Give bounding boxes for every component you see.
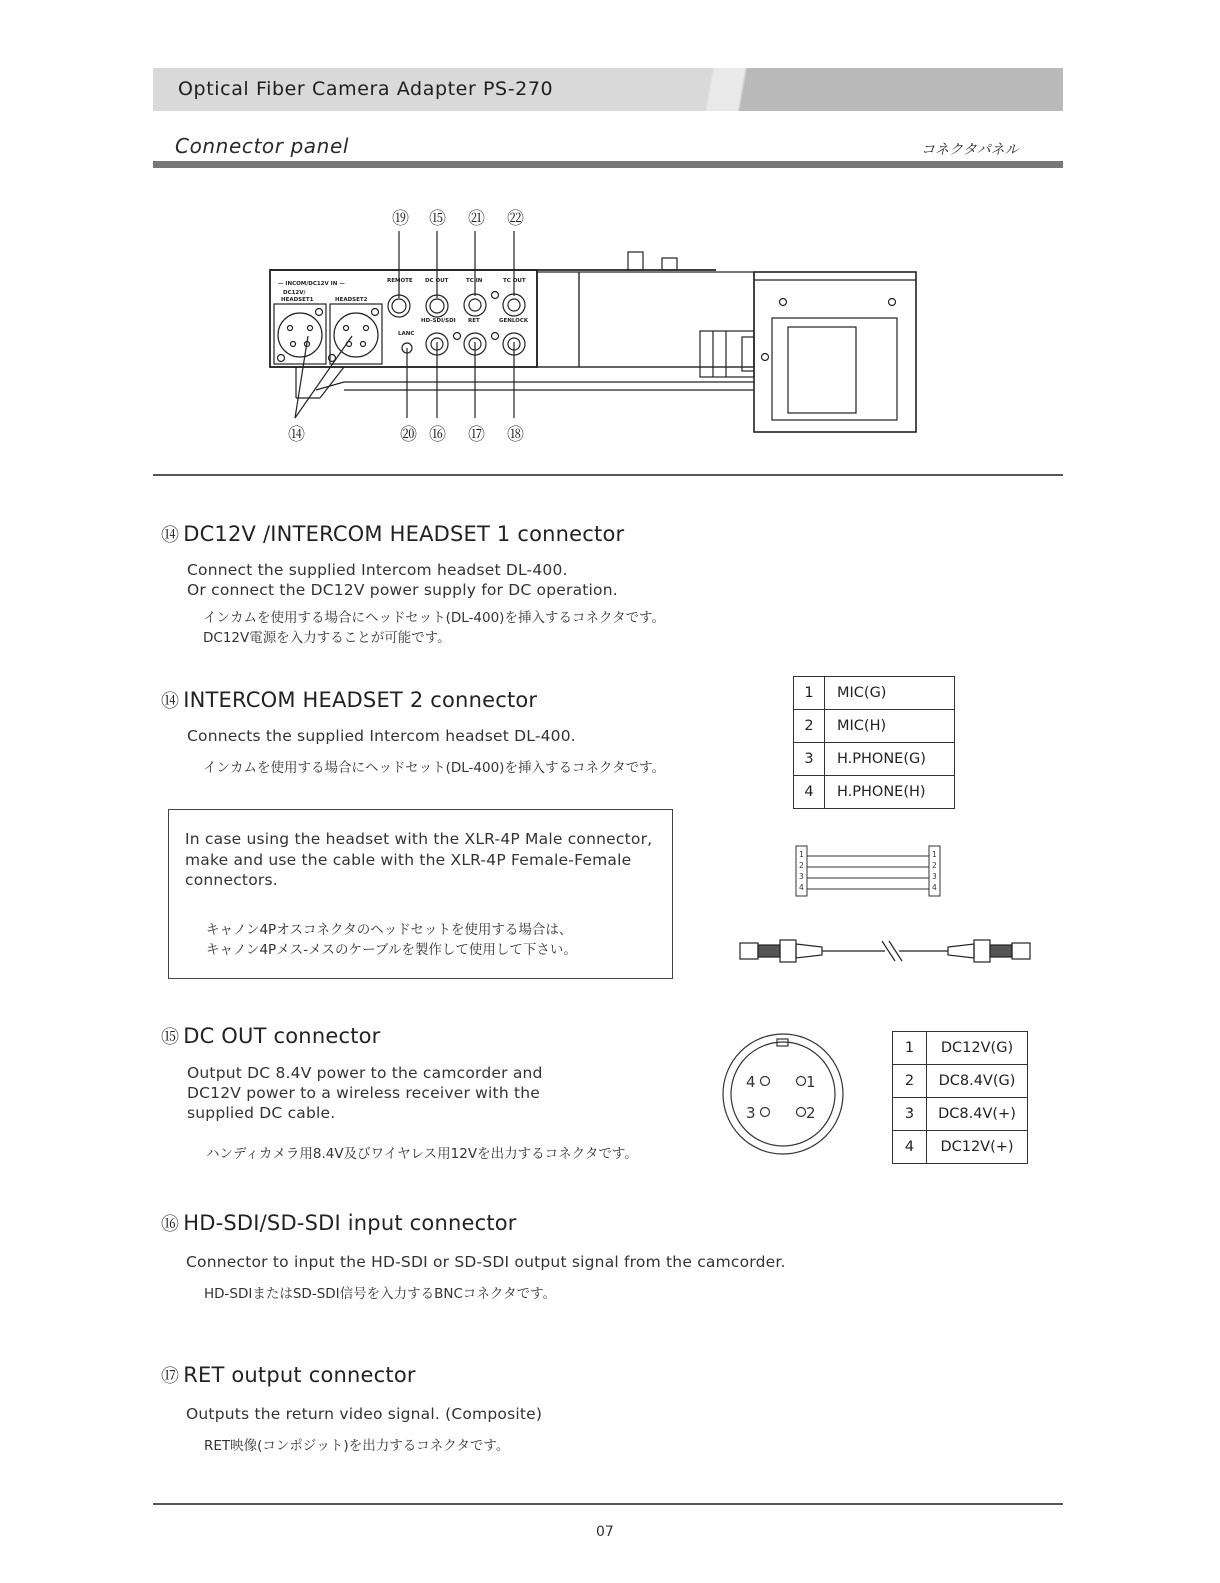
pin-signal: MIC(G)	[825, 677, 955, 710]
callout-20: ⑳	[400, 425, 417, 445]
pin-number: 3	[794, 743, 825, 776]
section-14a-text-1: Connect the supplied Intercom headset DL-400.	[187, 561, 568, 579]
section-17-heading	[161, 1362, 416, 1388]
dc-face-pin-1: 1	[806, 1073, 816, 1091]
label-hs1b: HEADSET1	[281, 297, 314, 303]
section-16-number: ⑯	[161, 1214, 180, 1235]
section-14b-title: INTERCOM HEADSET 2 connector	[183, 688, 538, 712]
label-hdsdi: HD-SDI/SDI	[421, 318, 456, 324]
pin-signal: DC12V(+)	[927, 1131, 1028, 1164]
label-ret: RET	[468, 318, 480, 324]
section-14b-jp-1: インカムを使用する場合にヘッドセット(DL-400)を挿入するコネクタです。	[203, 760, 666, 776]
wire-pin-right-3: 3	[932, 872, 937, 881]
dc-pin-table	[892, 1031, 1028, 1164]
pin-number: 1	[794, 677, 825, 710]
footer-rule	[153, 1503, 1063, 1505]
label-lanc: LANC	[398, 331, 415, 337]
table-row	[893, 1098, 1028, 1131]
dc-face-pin-2: 2	[806, 1104, 816, 1122]
pin-signal: H.PHONE(H)	[825, 776, 955, 809]
callout-18: ⑱	[507, 425, 524, 445]
table-row	[893, 1065, 1028, 1098]
table-row	[893, 1032, 1028, 1065]
section-16-title: HD-SDI/SD-SDI input connector	[183, 1211, 517, 1235]
section-17-title: RET output connector	[183, 1363, 416, 1387]
pin-signal: DC8.4V(G)	[927, 1065, 1028, 1098]
section-14a-jp-1: インカムを使用する場合にヘッドセット(DL-400)を挿入するコネクタです。	[203, 610, 666, 626]
callout-21: ㉑	[468, 209, 485, 229]
pin-number: 2	[794, 710, 825, 743]
section-15-text-1: Output DC 8.4V power to the camcorder and	[187, 1064, 543, 1082]
wire-pin-left-1: 1	[799, 850, 804, 859]
section-17-text-1: Outputs the return video signal. (Composite)	[186, 1405, 543, 1423]
section-title-jp: コネクタパネル	[921, 142, 1019, 158]
note-text-1: In case using the headset with the XLR-4P Male connector,	[185, 830, 653, 848]
wire-pin-right-2: 2	[932, 861, 937, 870]
label-remote: REMOTE	[387, 278, 413, 284]
label-tcin: TC IN	[466, 278, 483, 284]
note-jp-2: キャノン4Pメス-メスのケーブルを製作して使用して下さい。	[206, 942, 577, 958]
section-16-jp-1: HD-SDIまたはSD-SDI信号を入力するBNCコネクタです。	[204, 1286, 557, 1302]
table-row	[893, 1131, 1028, 1164]
callout-14-bottom: ⑭	[288, 425, 305, 445]
pin-number: 1	[893, 1032, 927, 1065]
label-hs2: HEADSET2	[335, 297, 368, 303]
label-tcout: TC OUT	[503, 278, 526, 284]
pin-number: 4	[794, 776, 825, 809]
pin-signal: MIC(H)	[825, 710, 955, 743]
callout-19: ⑲	[392, 209, 409, 229]
callout-17-bottom: ⑰	[468, 425, 485, 445]
label-dcout: DC OUT	[425, 278, 449, 284]
note-jp-1: キャノン4Pオスコネクタのヘッドセットを使用する場合は、	[206, 922, 573, 938]
dc-face-pin-3: 3	[746, 1104, 756, 1122]
document-title: Optical Fiber Camera Adapter PS-270	[178, 78, 554, 100]
pin-signal: DC12V(G)	[927, 1032, 1028, 1065]
pin-number: 3	[893, 1098, 927, 1131]
pin-number: 4	[893, 1131, 927, 1164]
section-14b-text-1: Connects the supplied Intercom headset DL-400.	[187, 727, 576, 745]
section-15-jp-1: ハンディカメラ用8.4V及びワイヤレス用12Vを出力するコネクタです。	[206, 1146, 638, 1162]
section-14a-title: DC12V /INTERCOM HEADSET 1 connector	[183, 522, 625, 546]
section-16-heading	[161, 1210, 517, 1236]
section-15-title: DC OUT connector	[183, 1024, 381, 1048]
section-14a-text-2: Or connect the DC12V power supply for DC operation.	[187, 581, 618, 599]
section-15-number: ⑮	[161, 1027, 180, 1048]
wire-pin-left-3: 3	[799, 872, 804, 881]
section-14a-number: ⑭	[161, 525, 180, 546]
wire-pin-right-4: 4	[932, 883, 937, 892]
section-17-number: ⑰	[161, 1366, 180, 1387]
section-16-text-1: Connector to input the HD-SDI or SD-SDI output signal from the camcorder.	[186, 1253, 786, 1271]
pin-signal: H.PHONE(G)	[825, 743, 955, 776]
section-15-text-3: supplied DC cable.	[187, 1104, 336, 1122]
section-14a-jp-2: DC12V電源を入力することが可能です。	[203, 630, 451, 646]
section-15-text-2: DC12V power to a wireless receiver with the	[187, 1084, 541, 1102]
label-hs1: DC12V/	[283, 290, 306, 296]
pin-signal: DC8.4V(+)	[927, 1098, 1028, 1131]
page-number: 07	[596, 1524, 614, 1540]
section-title: Connector panel	[175, 134, 349, 158]
label-incom: — INCOM/DC12V IN —	[278, 281, 345, 287]
callout-15-top: ⑮	[429, 209, 446, 229]
note-text-3: connectors.	[185, 871, 278, 889]
section-17-jp-1: RET映像(コンポジット)を出力するコネクタです。	[204, 1438, 510, 1454]
callout-16-bottom: ⑯	[429, 425, 446, 445]
note-text-2: make and use the cable with the XLR-4P Female-Female	[185, 851, 632, 869]
wire-pin-right-1: 1	[932, 850, 937, 859]
dc-face-pin-4: 4	[746, 1073, 756, 1091]
label-genlock: GENLOCK	[499, 318, 529, 324]
pin-number: 2	[893, 1065, 927, 1098]
callout-22: ㉒	[507, 209, 524, 229]
section-14b-number: ⑭	[161, 691, 180, 712]
wire-pin-left-4: 4	[799, 883, 804, 892]
wire-pin-left-2: 2	[799, 861, 804, 870]
